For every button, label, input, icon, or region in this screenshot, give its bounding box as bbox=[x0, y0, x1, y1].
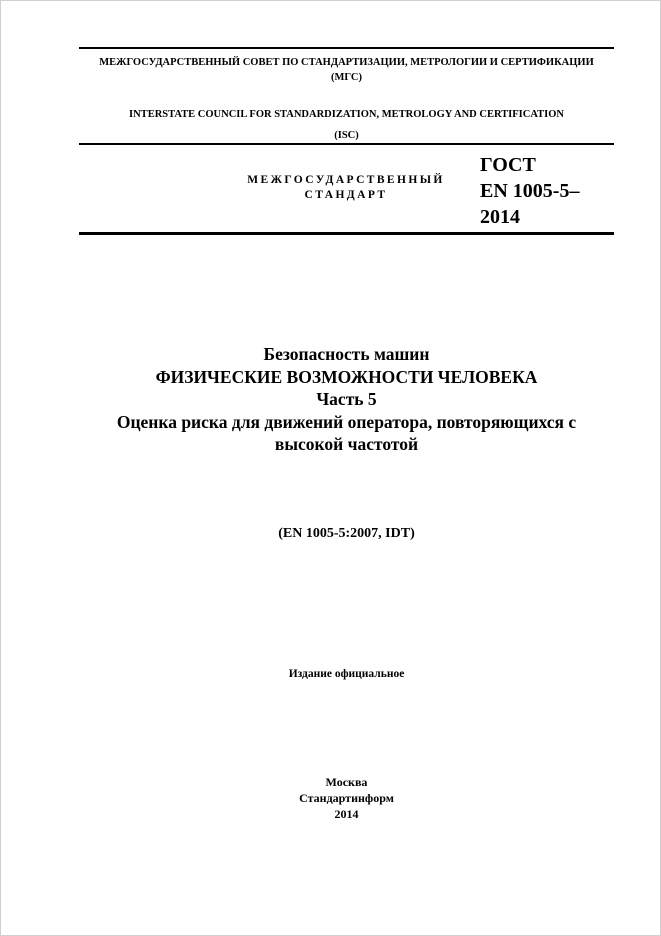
header-bottom-rule bbox=[79, 232, 614, 235]
council-en bbox=[79, 104, 614, 146]
council-ru-name: МЕЖГОСУДАРСТВЕННЫЙ СОВЕТ ПО СТАНДАРТИЗАЦИИ, МЕТРОЛОГИИ И СЕРТИФИКАЦИИ bbox=[99, 57, 594, 68]
standard-designation bbox=[480, 152, 610, 230]
designation-line1: ГОСТ bbox=[480, 154, 536, 176]
standard-kind bbox=[230, 173, 462, 203]
title-line4: Оценка риска для движений оператора, повторяющихся с bbox=[116, 411, 577, 432]
designation-line2: EN 1005-5– bbox=[480, 180, 580, 202]
title-line1: Безопасность машин bbox=[263, 344, 430, 364]
council-ru bbox=[79, 55, 614, 85]
document-title bbox=[79, 343, 614, 456]
title-line2: ФИЗИЧЕСКИЕ ВОЗМОЖНОСТИ ЧЕЛОВЕКА bbox=[155, 366, 538, 387]
designation-line3: 2014 bbox=[480, 206, 520, 228]
imprint bbox=[79, 774, 614, 822]
council-en-abbr: (ISC) bbox=[334, 130, 359, 141]
council-ru-abbr: (МГС) bbox=[330, 72, 363, 83]
council-en-name: INTERSTATE COUNCIL FOR STANDARDIZATION, METROLOGY AND CERTIFICATION bbox=[129, 109, 564, 120]
imprint-publisher: Стандартинформ bbox=[299, 791, 394, 805]
imprint-city: Москва bbox=[325, 775, 368, 789]
title-line3: Часть 5 bbox=[316, 389, 377, 409]
title-line5: высокой частотой bbox=[274, 434, 419, 454]
header-middle-rule bbox=[79, 143, 614, 145]
standard-kind-line1: МЕЖГОСУДАРСТВЕННЫЙ bbox=[247, 174, 445, 186]
edition-note: Издание официальное bbox=[288, 668, 405, 680]
imprint-year: 2014 bbox=[334, 807, 359, 821]
standard-kind-line2: СТАНДАРТ bbox=[304, 189, 388, 201]
header-top-rule bbox=[79, 47, 614, 49]
source-reference: (EN 1005-5:2007, IDT) bbox=[278, 526, 415, 541]
